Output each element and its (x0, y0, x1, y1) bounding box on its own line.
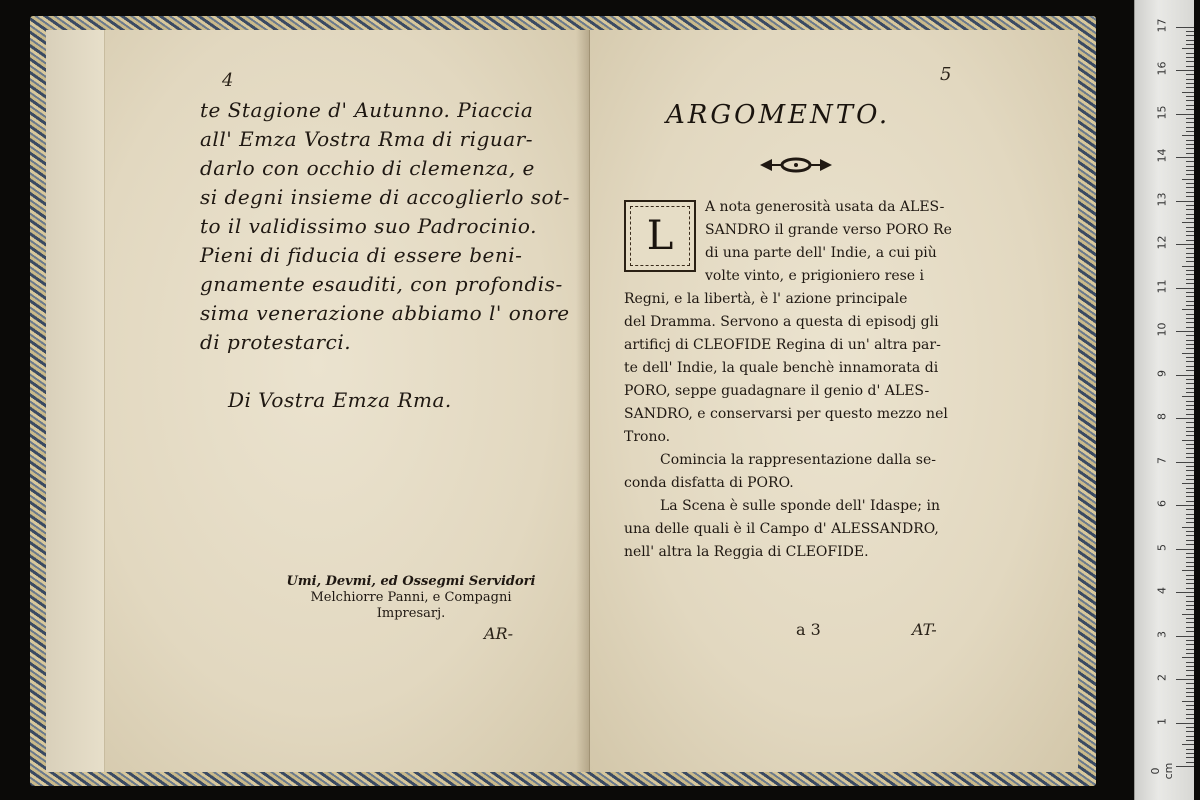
ruler-tick (1186, 644, 1194, 645)
measuring-ruler (1134, 0, 1194, 800)
argument-opening (705, 196, 952, 288)
ruler-tick (1176, 114, 1194, 115)
left-line: gnamente esauditi, con profondis- (200, 272, 563, 296)
ruler-label: 16 (1155, 61, 1169, 76)
ruler-tick (1182, 440, 1194, 441)
ruler-tick (1186, 279, 1194, 280)
ruler-tick (1186, 544, 1194, 545)
ruler-label: 7 (1155, 456, 1169, 464)
ruler-tick (1176, 244, 1194, 245)
ruler-tick (1186, 427, 1194, 428)
ruler-tick (1186, 609, 1194, 610)
ruler-tick (1186, 118, 1194, 119)
ruler-tick (1186, 718, 1194, 719)
ruler-tick (1186, 270, 1194, 271)
signature-line: Melchiorre Panni, e Compagni (310, 590, 512, 605)
ruler-tick (1186, 453, 1194, 454)
ruler-tick (1186, 514, 1194, 515)
ruler-tick (1186, 170, 1194, 171)
ruler-tick (1186, 579, 1194, 580)
ruler-label: 6 (1155, 500, 1169, 507)
ruler-label: 9 (1155, 369, 1169, 377)
ruler-tick (1186, 670, 1194, 671)
ruler-tick (1186, 79, 1194, 80)
ruler-tick (1186, 501, 1194, 502)
ruler-tick (1186, 627, 1194, 628)
ruler-tick (1186, 649, 1194, 650)
argument-line: Trono. (624, 429, 671, 445)
ruler-tick (1186, 731, 1194, 732)
ruler-label: 17 (1155, 18, 1169, 32)
ruler-tick (1186, 261, 1194, 262)
ruler-tick (1176, 766, 1194, 767)
ruler-tick (1186, 100, 1194, 101)
ruler-tick (1176, 592, 1194, 593)
ruler-tick (1186, 187, 1194, 188)
ruler-tick (1186, 174, 1194, 175)
ruler-tick (1182, 701, 1194, 702)
ruler-tick (1186, 409, 1194, 410)
ruler-tick (1176, 331, 1194, 332)
argument-line: del Dramma. Servono a questa di episodj gli (624, 314, 939, 330)
ruler-tick (1186, 435, 1194, 436)
ruler-tick (1186, 40, 1194, 41)
ruler-tick (1182, 353, 1194, 354)
argument-line: una delle quali è il Campo d' ALESSANDRO, (624, 521, 939, 537)
argument-line: A nota generosità usata da ALES- (705, 199, 945, 215)
ruler-tick (1186, 605, 1194, 606)
ruler-tick (1182, 135, 1194, 136)
ruler-label: 4 (1155, 587, 1169, 594)
ruler-tick (1186, 601, 1194, 602)
argument-line: Regni, e la libertà, è l' azione principale (624, 291, 908, 307)
ruler-tick (1182, 92, 1194, 93)
left-catchword: AR- (484, 624, 514, 643)
ruler-tick (1186, 274, 1194, 275)
ruler-label: 14 (1155, 148, 1169, 163)
ruler-tick (1186, 596, 1194, 597)
ruler-tick (1186, 209, 1194, 210)
argument-line: La Scena è sulle sponde dell' Idaspe; in (660, 498, 940, 514)
ruler-tick (1186, 379, 1194, 380)
ruler-tick (1186, 566, 1194, 567)
ruler-label: 3 (1155, 630, 1169, 638)
ruler-tick (1186, 383, 1194, 384)
ruler-tick (1186, 35, 1194, 36)
left-line: si degni insieme di accoglierlo sot- (200, 185, 570, 209)
ruler-tick (1186, 666, 1194, 667)
ruler-tick (1186, 296, 1194, 297)
ruler-tick (1186, 344, 1194, 345)
ruler-tick (1176, 157, 1194, 158)
ruler-tick (1186, 140, 1194, 141)
ruler-tick (1186, 370, 1194, 371)
ruler-tick (1186, 166, 1194, 167)
ruler-tick (1186, 292, 1194, 293)
left-page-number: 4 (222, 70, 234, 91)
left-page-text (200, 96, 570, 357)
ruler-tick (1186, 762, 1194, 763)
ruler-tick (1186, 74, 1194, 75)
ruler-tick (1176, 418, 1194, 419)
ruler-tick (1186, 127, 1194, 128)
ruler-tick (1186, 44, 1194, 45)
ruler-tick (1186, 492, 1194, 493)
ruler-tick (1186, 231, 1194, 232)
ruler-tick (1186, 753, 1194, 754)
ruler-tick (1186, 161, 1194, 162)
ruler-tick (1186, 122, 1194, 123)
ruler-tick (1186, 57, 1194, 58)
ruler-tick (1186, 496, 1194, 497)
drop-cap-letter: L (646, 213, 674, 259)
ruler-tick (1186, 444, 1194, 445)
argument-line: conda disfatta di PORO. (624, 475, 794, 491)
ruler-tick (1186, 448, 1194, 449)
ruler-tick (1182, 222, 1194, 223)
ruler-tick (1186, 422, 1194, 423)
ruler-tick (1176, 462, 1194, 463)
ruler-tick (1186, 653, 1194, 654)
left-line: all' Emza Vostra Rma di riguar- (200, 127, 533, 151)
ruler-tick (1186, 144, 1194, 145)
ruler-tick (1186, 675, 1194, 676)
ruler-tick (1182, 309, 1194, 310)
ruler-tick (1186, 696, 1194, 697)
ruler-tick (1186, 105, 1194, 106)
ruler-tick (1182, 744, 1194, 745)
ruler-tick (1176, 27, 1194, 28)
signature-mark: a 3 (796, 620, 821, 639)
ruler-tick (1182, 657, 1194, 658)
ruler-tick (1186, 622, 1194, 623)
ruler-tick (1186, 348, 1194, 349)
ruler-tick (1176, 288, 1194, 289)
ruler-tick (1186, 257, 1194, 258)
ruler-tick (1186, 283, 1194, 284)
ruler-tick (1186, 509, 1194, 510)
ruler-tick (1186, 148, 1194, 149)
argument-line: artificj di CLEOFIDE Regina di un' altra par- (624, 337, 941, 353)
argument-line: volte vinto, e prigioniero rese i (705, 268, 924, 284)
ruler-tick (1186, 357, 1194, 358)
ruler-tick (1182, 266, 1194, 267)
ruler-tick (1186, 727, 1194, 728)
ruler-tick (1176, 201, 1194, 202)
ruler-tick (1186, 583, 1194, 584)
ruler-tick (1186, 518, 1194, 519)
ruler-tick (1186, 757, 1194, 758)
ruler-tick (1186, 749, 1194, 750)
ruler-tick (1186, 709, 1194, 710)
ruler-tick (1186, 740, 1194, 741)
ruler-label: 13 (1155, 192, 1169, 206)
ruler-tick (1186, 618, 1194, 619)
ruler-tick (1176, 723, 1194, 724)
ruler-tick (1186, 692, 1194, 693)
ruler-tick (1186, 305, 1194, 306)
argument-line: di una parte dell' Indie, a cui più (705, 245, 937, 261)
ruler-tick (1186, 488, 1194, 489)
ruler-tick (1176, 505, 1194, 506)
ruler-tick (1186, 522, 1194, 523)
argument-line: PORO, seppe guadagnare il genio d' ALES- (624, 383, 930, 399)
ruler-tick (1176, 679, 1194, 680)
ruler-tick (1186, 631, 1194, 632)
right-catchword: AT- (912, 620, 937, 639)
argument-line: SANDRO il grande verso PORO Re (705, 222, 952, 238)
ruler-tick (1186, 196, 1194, 197)
ruler-tick (1186, 253, 1194, 254)
ruler-tick (1186, 327, 1194, 328)
ruler-label: 5 (1155, 543, 1169, 551)
ruler-tick (1182, 396, 1194, 397)
ruler-tick (1186, 361, 1194, 362)
left-line: darlo con occhio di clemenza, e (200, 156, 535, 180)
ruler-tick (1186, 153, 1194, 154)
ruler-tick (1186, 535, 1194, 536)
argument-body (624, 288, 948, 564)
ruler-tick (1186, 96, 1194, 97)
ornament-icon (758, 154, 834, 176)
ruler-label: 8 (1155, 413, 1169, 420)
chapter-heading: ARGOMENTO. (666, 100, 891, 130)
ruler-tick (1186, 714, 1194, 715)
right-page-number: 5 (940, 64, 952, 85)
ruler-tick (1186, 531, 1194, 532)
ruler-tick (1182, 48, 1194, 49)
ruler-tick (1186, 662, 1194, 663)
ruler-tick (1186, 688, 1194, 689)
signature-line: Umi, Devmi, ed Ossegmi Servidori (286, 574, 536, 589)
ruler-tick (1186, 414, 1194, 415)
ruler-tick (1186, 301, 1194, 302)
ruler-tick (1186, 205, 1194, 206)
ruler-tick (1186, 557, 1194, 558)
ruler-tick (1176, 636, 1194, 637)
ruler-tick (1186, 235, 1194, 236)
ruler-tick (1186, 405, 1194, 406)
ruler-tick (1186, 192, 1194, 193)
ruler-tick (1186, 318, 1194, 319)
ruler-tick (1186, 314, 1194, 315)
ruler-label: 10 (1155, 322, 1169, 337)
ruler-tick (1186, 87, 1194, 88)
drop-cap (624, 200, 696, 272)
ruler-tick (1186, 240, 1194, 241)
ruler-label: 0 cm (1149, 762, 1175, 780)
ruler-tick (1182, 527, 1194, 528)
ruler-tick (1186, 109, 1194, 110)
ruler-tick (1186, 227, 1194, 228)
ruler-tick (1182, 614, 1194, 615)
ruler-tick (1186, 31, 1194, 32)
ruler-tick (1186, 457, 1194, 458)
left-line: to il validissimo suo Padrocinio. (200, 214, 537, 238)
ruler-tick (1186, 588, 1194, 589)
signature-line: Impresarj. (376, 606, 446, 621)
ruler-tick (1186, 335, 1194, 336)
left-line: Pieni di fiducia di essere beni- (200, 243, 523, 267)
ruler-tick (1186, 640, 1194, 641)
ruler-tick (1186, 470, 1194, 471)
ruler-tick (1182, 570, 1194, 571)
ruler-label: 15 (1155, 105, 1169, 119)
ruler-tick (1186, 705, 1194, 706)
left-line: sima venerazione abbiamo l' onore (200, 301, 570, 325)
ruler-tick (1186, 392, 1194, 393)
ruler-tick (1186, 575, 1194, 576)
ruler-label: 1 (1155, 717, 1169, 725)
ruler-tick (1186, 53, 1194, 54)
ruler-label: 11 (1155, 279, 1169, 293)
ruler-tick (1186, 214, 1194, 215)
ruler-tick (1186, 475, 1194, 476)
ruler-tick (1176, 549, 1194, 550)
argument-line: te dell' Indie, la quale benchè innamorata di (624, 360, 939, 376)
signature-block (286, 574, 536, 622)
ruler-tick (1186, 131, 1194, 132)
left-line: di protestarci. (200, 330, 352, 354)
argument-line: Comincia la rappresentazione dalla se- (660, 452, 936, 468)
ruler-tick (1186, 431, 1194, 432)
argument-line: SANDRO, e conservarsi per questo mezzo nel (624, 406, 948, 422)
ruler-tick (1186, 66, 1194, 67)
ruler-tick (1186, 183, 1194, 184)
ruler-tick (1186, 340, 1194, 341)
ruler-tick (1186, 248, 1194, 249)
ruler-tick (1186, 61, 1194, 62)
ruler-tick (1186, 218, 1194, 219)
ruler-tick (1186, 322, 1194, 323)
ruler-tick (1186, 466, 1194, 467)
ruler-tick (1182, 483, 1194, 484)
ruler-tick (1186, 388, 1194, 389)
left-closing: Di Vostra Emza Rma. (228, 388, 452, 412)
ruler-tick (1186, 83, 1194, 84)
ruler-label: 2 (1155, 674, 1169, 681)
ruler-tick (1176, 375, 1194, 376)
ruler-tick (1176, 70, 1194, 71)
left-line: te Stagione d' Autunno. Piaccia (200, 98, 534, 122)
ruler-tick (1186, 553, 1194, 554)
ruler-tick (1182, 179, 1194, 180)
argument-line: nell' altra la Reggia di CLEOFIDE. (624, 544, 869, 560)
ruler-label: 12 (1155, 235, 1169, 250)
ruler-tick (1186, 366, 1194, 367)
ruler-tick (1186, 736, 1194, 737)
ruler-tick (1186, 479, 1194, 480)
ruler-tick (1186, 401, 1194, 402)
ruler-tick (1186, 562, 1194, 563)
ruler-tick (1186, 683, 1194, 684)
ruler-tick (1186, 540, 1194, 541)
